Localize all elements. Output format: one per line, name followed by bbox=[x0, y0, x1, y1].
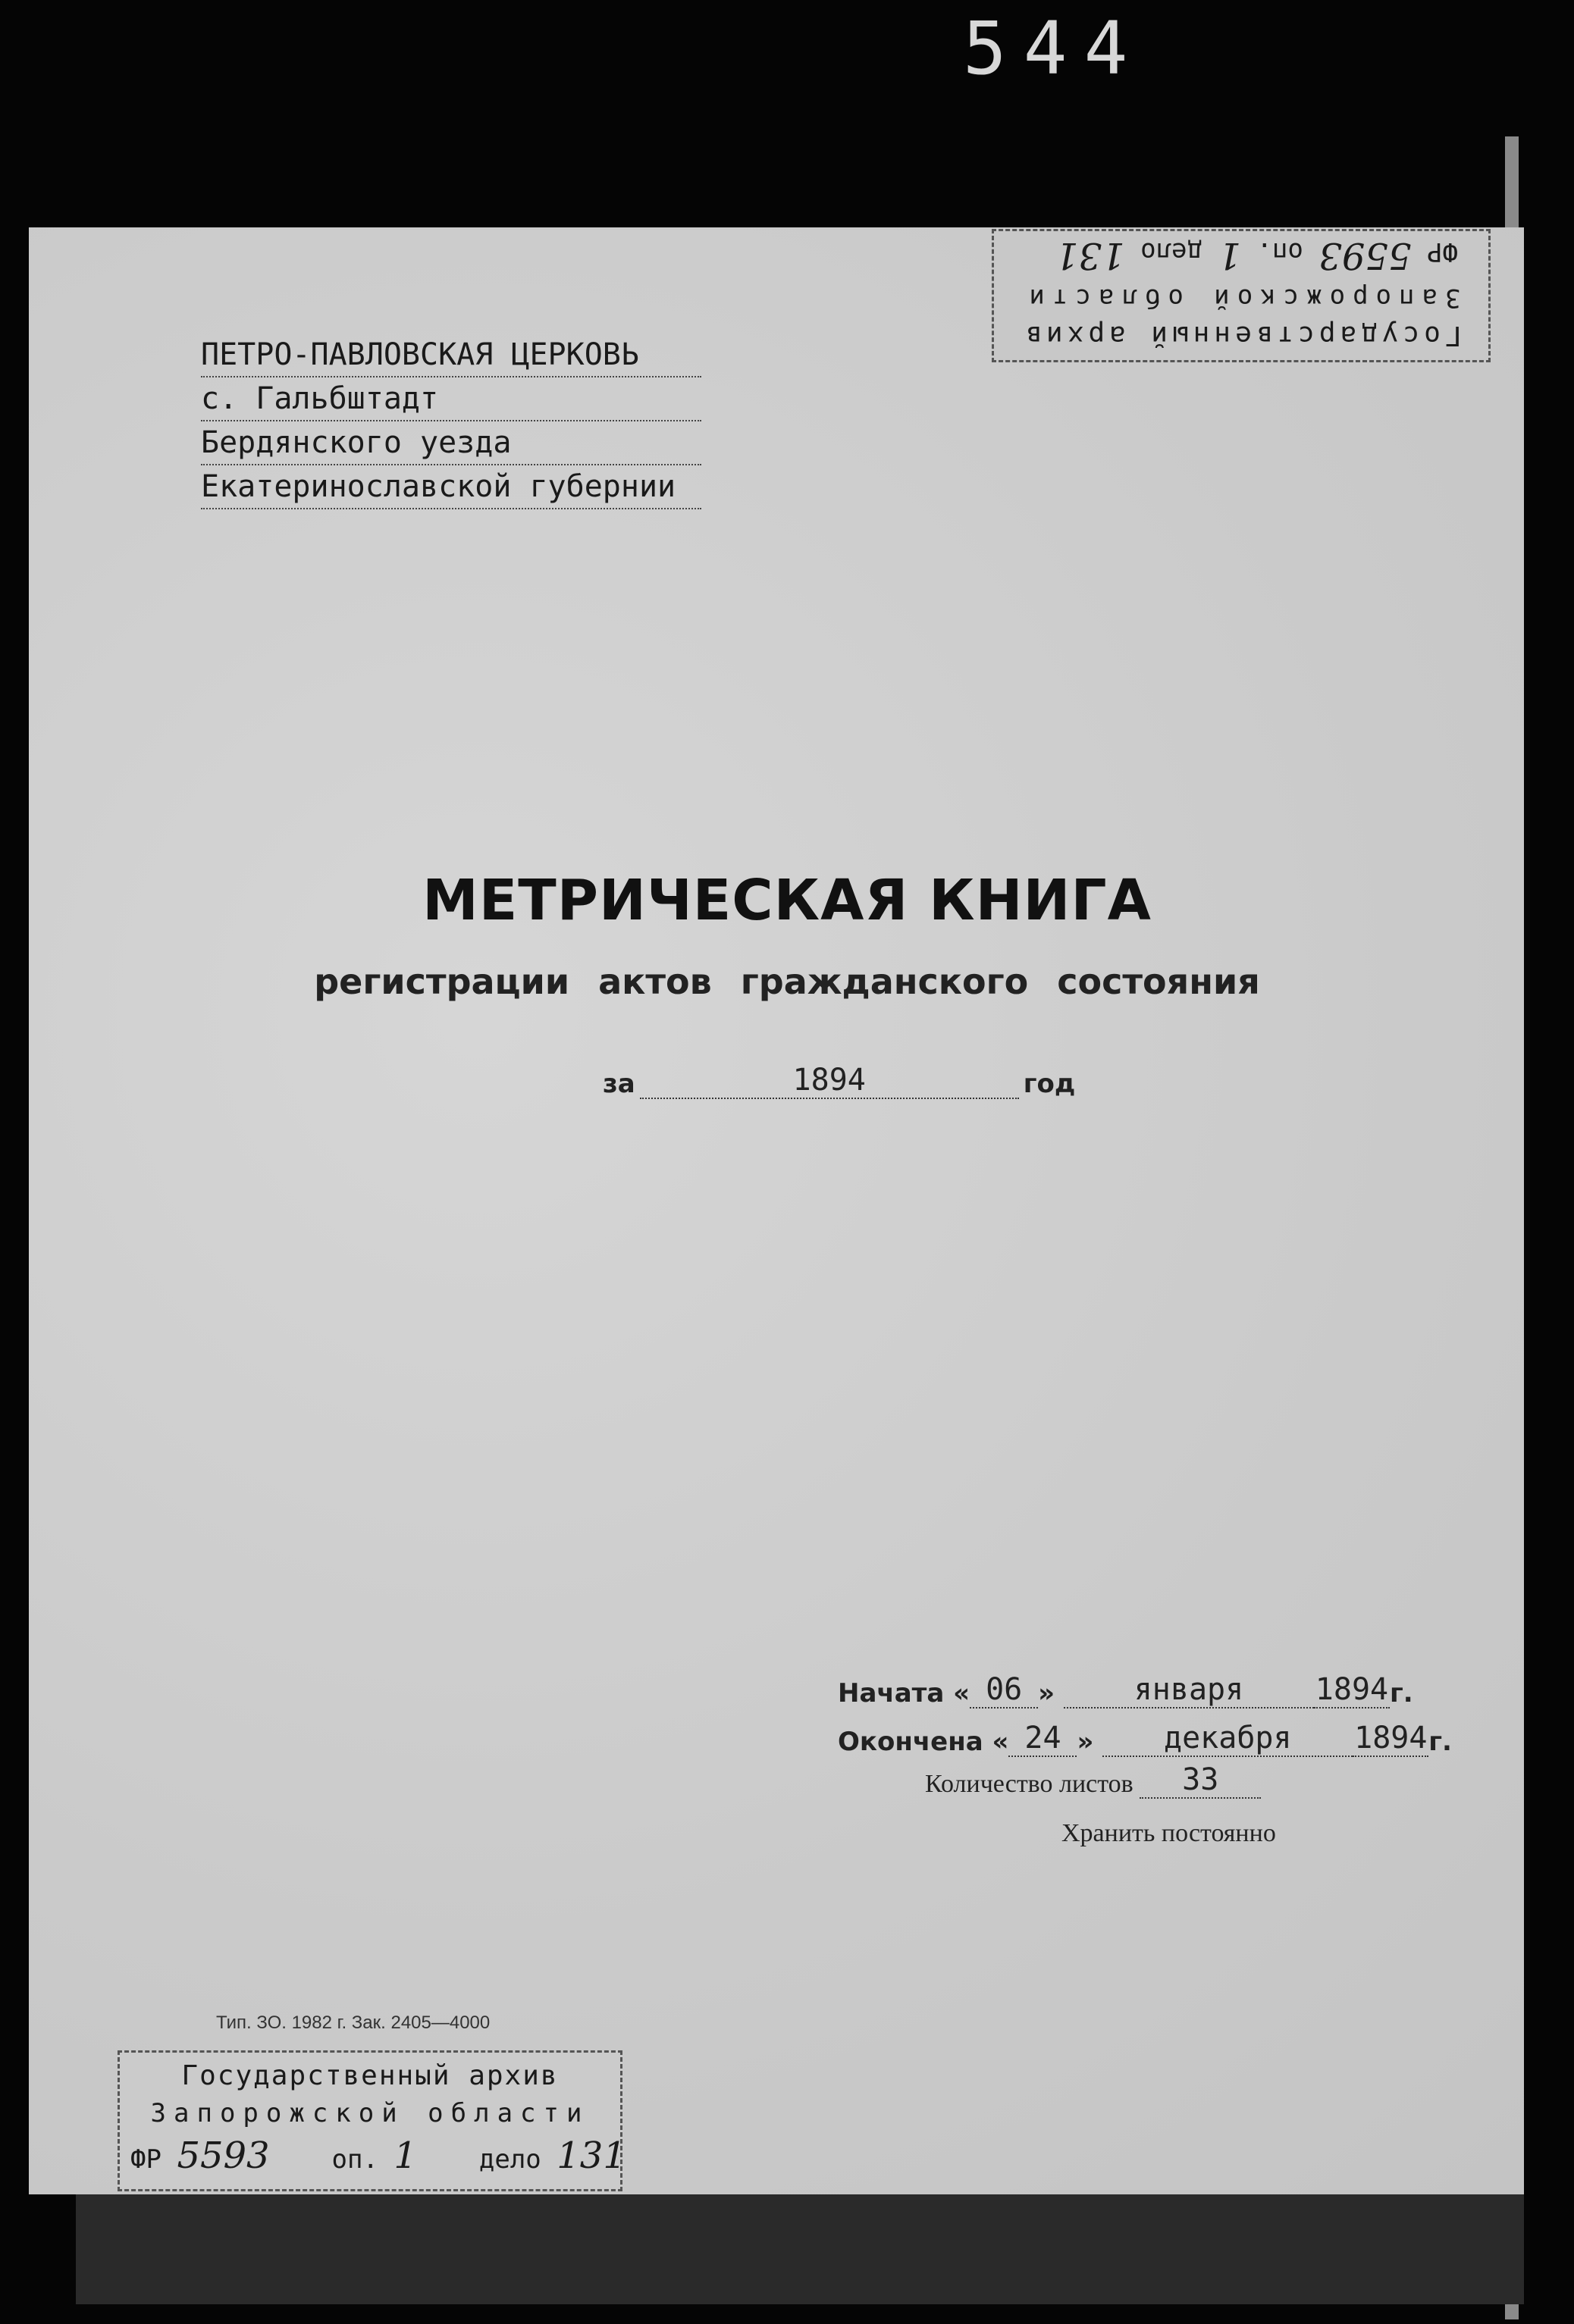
end-year-suffix: г. bbox=[1428, 1727, 1452, 1757]
village-name: с. Гальбштадт bbox=[201, 377, 701, 421]
archive-stamp-bottom bbox=[118, 2050, 626, 2191]
archive-stamp-top bbox=[992, 229, 1491, 362]
year-prefix: за bbox=[603, 1069, 635, 1099]
end-month: декабря bbox=[1102, 1721, 1353, 1757]
document-cover bbox=[29, 227, 1524, 2194]
district-name: Бердянского уезда bbox=[201, 421, 701, 465]
stamp-fond-number: 5593 bbox=[177, 2135, 270, 2177]
date-range bbox=[838, 1660, 1467, 1757]
stamp-delo-label: дело bbox=[478, 2144, 541, 2175]
stamp-fond-line bbox=[964, 234, 1488, 277]
stamp-delo-number: 131 bbox=[557, 2135, 626, 2177]
year-row bbox=[603, 1054, 1075, 1099]
sheets-label: Количество листов bbox=[925, 1770, 1133, 1798]
start-year: 1894 bbox=[1315, 1672, 1389, 1707]
stamp-region-name: Запорожской области bbox=[1021, 283, 1461, 313]
stamp-fond-prefix: ФР bbox=[1427, 236, 1458, 267]
end-year: 1894 bbox=[1354, 1721, 1428, 1756]
stamp-opis-label: оп. bbox=[1256, 236, 1303, 267]
keep-permanently-note: Хранить постоянно bbox=[1061, 1819, 1276, 1847]
stamp-fond-prefix: ФР bbox=[130, 2144, 161, 2175]
archive-sheet-number: 544 bbox=[963, 6, 1145, 91]
start-label: Начата bbox=[838, 1678, 945, 1709]
scan-shadow-band bbox=[76, 2194, 1524, 2304]
start-year-suffix: г. bbox=[1389, 1678, 1413, 1709]
end-day: 24 bbox=[1008, 1721, 1077, 1757]
church-header bbox=[201, 334, 701, 509]
year-value: 1894 bbox=[640, 1063, 1019, 1099]
stamp-opis-label: оп. bbox=[331, 2144, 378, 2175]
end-label: Окончена bbox=[838, 1727, 983, 1757]
start-month: января bbox=[1064, 1672, 1314, 1709]
sheets-count-row bbox=[925, 1762, 1261, 1799]
stamp-opis-number: 1 bbox=[394, 2135, 417, 2177]
document-title: МЕТРИЧЕСКАЯ КНИГА bbox=[422, 868, 1152, 933]
stamp-fond-number: 5593 bbox=[1318, 234, 1412, 277]
stamp-delo-label: дело bbox=[1140, 236, 1202, 267]
stamp-fond-line bbox=[120, 2135, 631, 2177]
stamp-delo-number: 131 bbox=[1055, 234, 1125, 277]
start-date-row: Начата « 06 » января 1894 г. bbox=[838, 1672, 1413, 1709]
document-subtitle: регистрации актов гражданского состояния bbox=[314, 961, 1260, 1002]
year-suffix: год bbox=[1023, 1069, 1076, 1099]
printer-imprint: Тип. ЗО. 1982 г. Зак. 2405—4000 bbox=[216, 2012, 491, 2033]
stamp-archive-name: Государственный архив bbox=[1021, 320, 1462, 351]
stamp-opis-number: 1 bbox=[1218, 234, 1242, 277]
start-day: 06 bbox=[970, 1672, 1038, 1709]
province-name: Екатеринославской губернии bbox=[201, 465, 701, 509]
stamp-archive-name: Государственный архив bbox=[181, 2060, 559, 2091]
sheets-count: 33 bbox=[1140, 1762, 1261, 1799]
church-name: ПЕТРО-ПАВЛОВСКАЯ ЦЕРКОВЬ bbox=[201, 334, 701, 377]
end-date-row: Окончена « 24 » декабря 1894 г. bbox=[838, 1721, 1452, 1757]
stamp-region-name: Запорожской области bbox=[150, 2098, 590, 2128]
